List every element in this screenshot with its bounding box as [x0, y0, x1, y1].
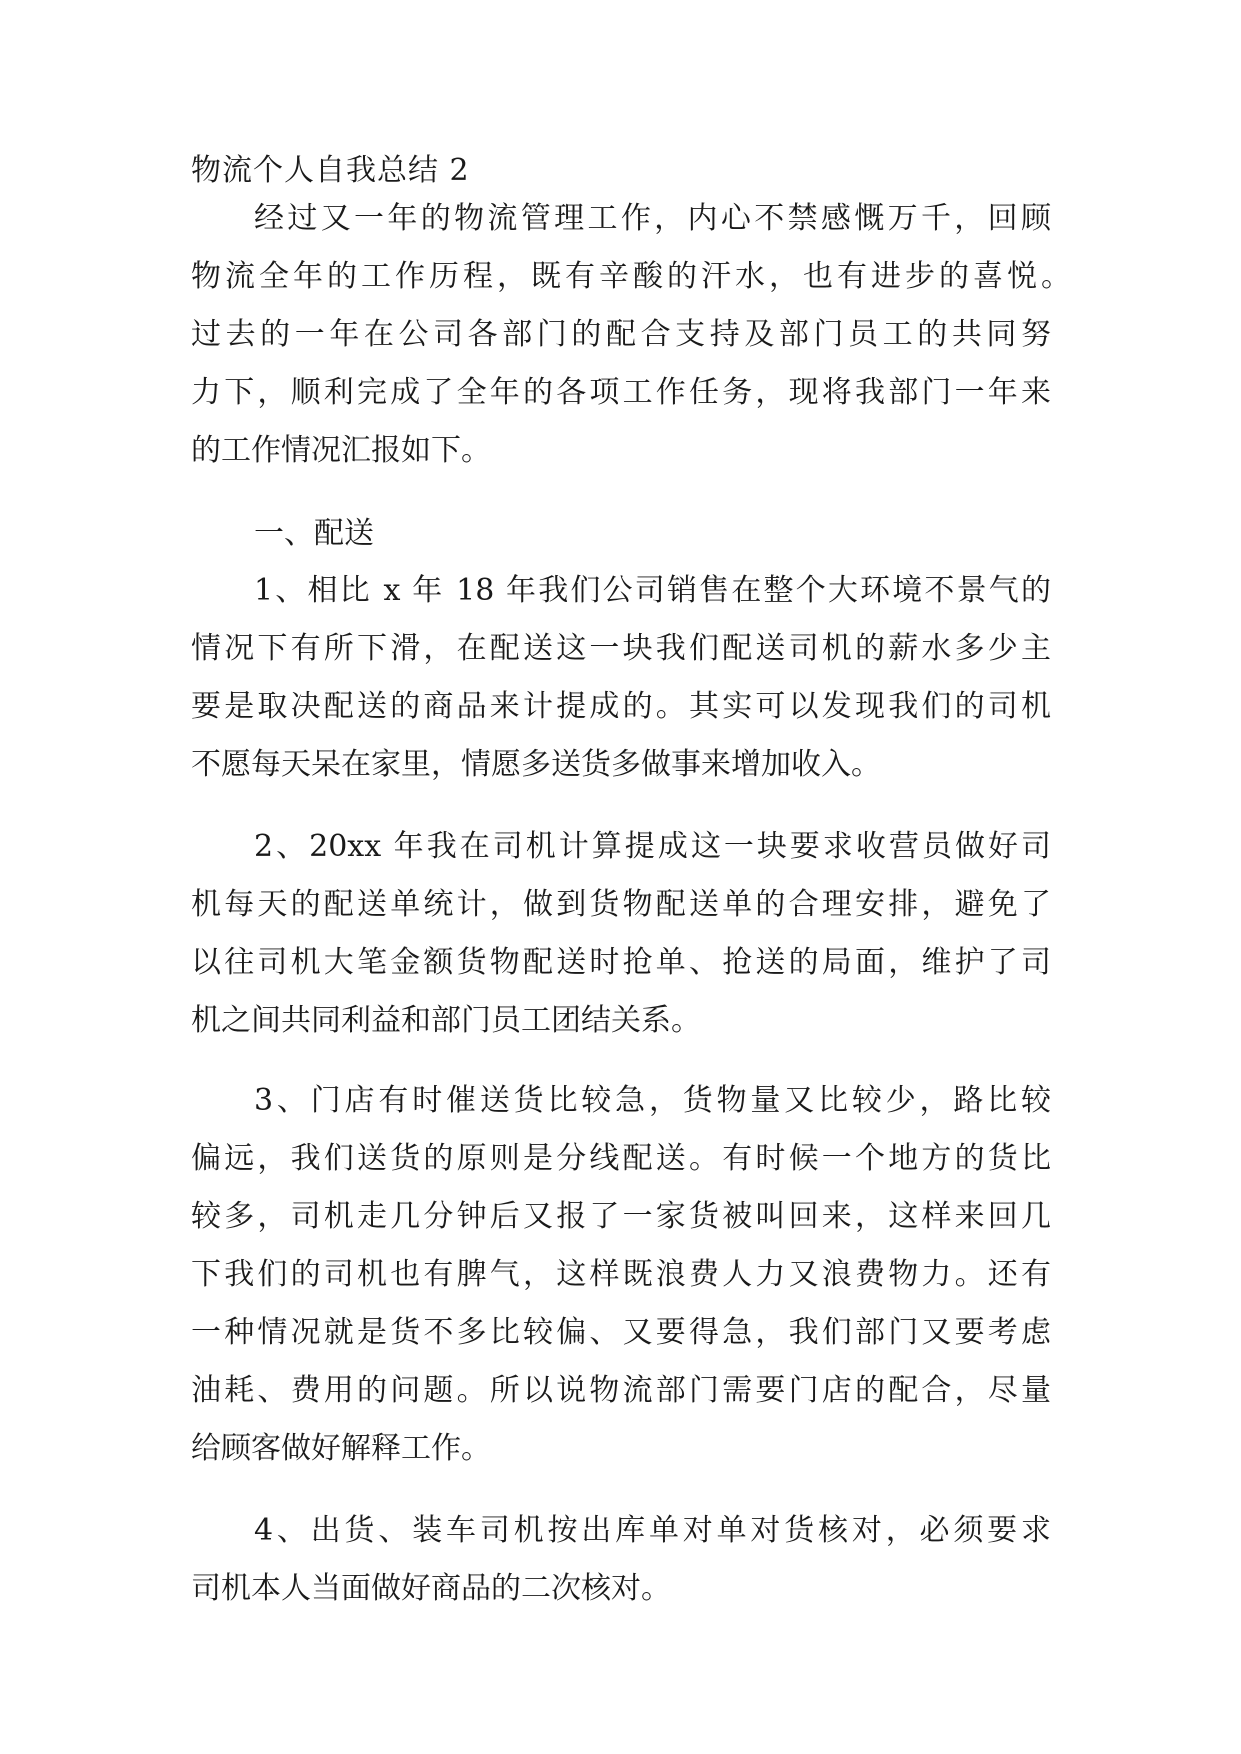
item1-line-1: 1、相比 x 年 18 年我们公司销售在整个大环境不景气的 [254, 573, 1051, 608]
intro-line-3: 过去的一年在公司各部门的配合支持及部门员工的共同努 [191, 317, 1051, 352]
item1-line-2: 情况下有所下滑，在配送这一块我们配送司机的薪水多少主 [191, 631, 1051, 666]
item2-line-1: 2、20xx 年我在司机计算提成这一块要求收营员做好司 [254, 829, 1051, 864]
section-heading: 一、配送 [254, 516, 374, 551]
item1-line-3: 要是取决配送的商品来计提成的。其实可以发现我们的司机 [191, 689, 1051, 724]
item2-line-2: 机每天的配送单统计，做到货物配送单的合理安排，避免了 [191, 887, 1051, 922]
item3-line-2: 偏远，我们送货的原则是分线配送。有时候一个地方的货比 [191, 1141, 1051, 1176]
item2-line-3: 以往司机大笔金额货物配送时抢单、抢送的局面，维护了司 [191, 945, 1051, 980]
intro-line-2: 物流全年的工作历程，既有辛酸的汗水，也有进步的喜悦。 [191, 259, 1071, 294]
intro-line-5: 的工作情况汇报如下。 [191, 433, 491, 468]
intro-line-4: 力下，顺利完成了全年的各项工作任务，现将我部门一年来 [191, 375, 1051, 410]
item3-line-6: 油耗、费用的问题。所以说物流部门需要门店的配合，尽量 [191, 1373, 1051, 1408]
item3-line-7: 给顾客做好解释工作。 [191, 1431, 491, 1466]
item3-line-1: 3、门店有时催送货比较急，货物量又比较少，路比较 [254, 1083, 1051, 1118]
item3-line-5: 一种情况就是货不多比较偏、又要得急，我们部门又要考虑 [191, 1315, 1051, 1350]
item4-line-2: 司机本人当面做好商品的二次核对。 [191, 1571, 671, 1606]
document-title: 物流个人自我总结 2 [191, 153, 470, 188]
intro-line-1: 经过又一年的物流管理工作，内心不禁感慨万千，回顾 [254, 201, 1051, 236]
item1-line-4: 不愿每天呆在家里，情愿多送货多做事来增加收入。 [191, 747, 881, 782]
item4-line-1: 4、出货、装车司机按出库单对单对货核对，必须要求 [254, 1513, 1051, 1548]
item2-line-4: 机之间共同利益和部门员工团结关系。 [191, 1003, 701, 1038]
item3-line-3: 较多，司机走几分钟后又报了一家货被叫回来，这样来回几 [191, 1199, 1051, 1234]
item3-line-4: 下我们的司机也有脾气，这样既浪费人力又浪费物力。还有 [191, 1257, 1051, 1292]
